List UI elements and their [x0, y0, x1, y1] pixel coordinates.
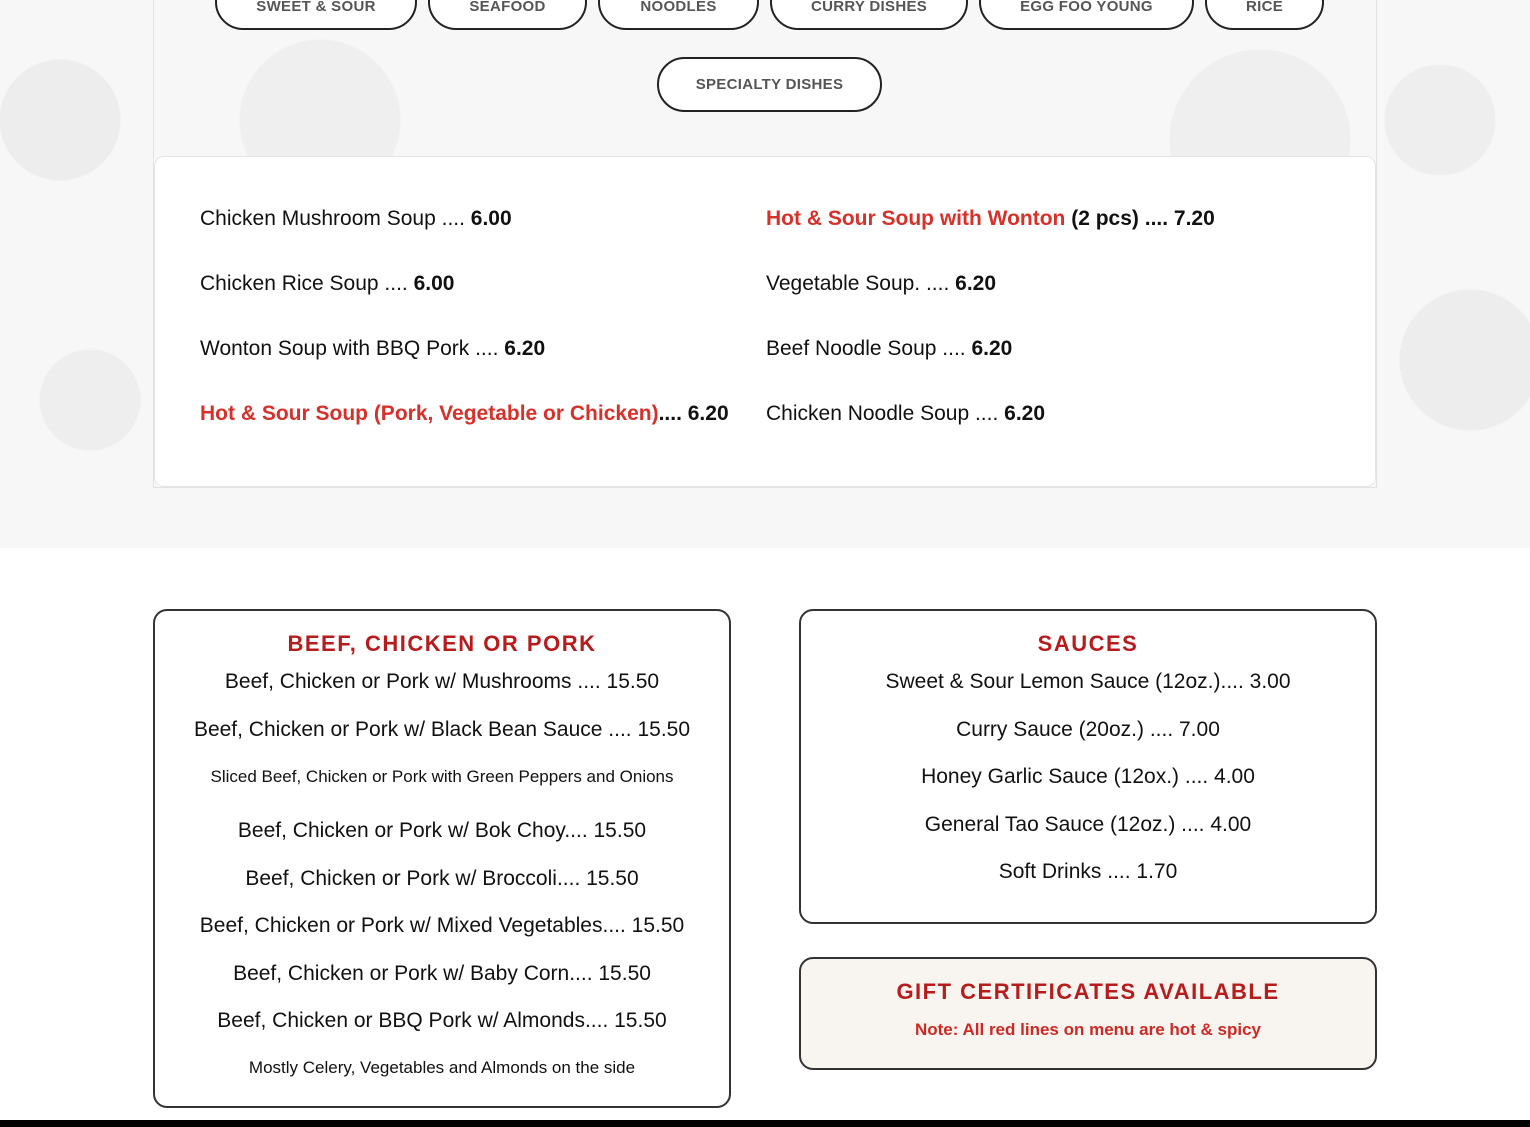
soup-name: Beef Noodle Soup .... — [766, 337, 972, 360]
menu-item: Beef, Chicken or Pork w/ Baby Corn.... 15.50 — [233, 962, 651, 985]
soup-price: 6.00 — [470, 207, 512, 230]
menu-item: Soft Drinks .... 1.70 — [998, 860, 1178, 883]
menu-item: Sweet & Sour Lemon Sauce (12oz.).... 3.00 — [885, 670, 1291, 693]
tab-egg-foo-young[interactable]: EGG FOO YOUNG — [979, 0, 1194, 30]
tab-curry-dishes[interactable]: CURRY DISHES — [770, 0, 968, 30]
menu-item: Honey Garlic Sauce (12ox.) .... 4.00 — [921, 765, 1255, 788]
soups-panel — [154, 156, 1376, 487]
tab-seafood[interactable]: SEAFOOD — [428, 0, 587, 30]
menu-item-note: Mostly Celery, Vegetables and Almonds on the side — [248, 1058, 636, 1077]
menu-item: Curry Sauce (20oz.) .... 7.00 — [956, 718, 1220, 741]
spicy-note: Note: All red lines on menu are hot & spicy — [914, 1020, 1262, 1039]
soup-item — [766, 272, 996, 296]
soup-item — [766, 337, 1012, 361]
menu-item: Beef, Chicken or Pork w/ Broccoli.... 15.50 — [245, 867, 639, 890]
section-title: BEEF, CHICKEN OR PORK — [287, 631, 597, 656]
soup-price: 6.20 — [971, 337, 1013, 360]
tab-rice[interactable]: RICE — [1205, 0, 1324, 30]
soup-name-hot: Hot & Sour Soup (Pork, Vegetable or Chicken) — [200, 402, 659, 425]
gift-title: GIFT CERTIFICATES AVAILABLE — [896, 979, 1280, 1004]
soup-item-hot — [766, 207, 1215, 231]
tab-sweet-sour[interactable]: SWEET & SOUR — [215, 0, 417, 30]
soup-name: Vegetable Soup. .... — [766, 272, 956, 295]
soup-price: 6.00 — [413, 272, 455, 295]
soup-price: (2 pcs) .... 7.20 — [1065, 207, 1215, 230]
soup-price: .... 6.20 — [658, 402, 729, 425]
soup-name: Chicken Noodle Soup .... — [766, 402, 1005, 425]
soup-price: 6.20 — [504, 337, 546, 360]
footer-bar — [0, 1120, 1530, 1127]
menu-item-note: Sliced Beef, Chicken or Pork with Green Peppers and Onions — [210, 767, 674, 786]
menu-item: Beef, Chicken or Pork w/ Black Bean Sauce .... 15.50 — [193, 718, 691, 741]
gift-certificates-box — [799, 957, 1377, 1070]
soup-item — [200, 272, 454, 296]
soup-price: 6.20 — [955, 272, 997, 295]
category-tabs — [0, 0, 1530, 30]
soup-name: Chicken Rice Soup .... — [200, 272, 414, 295]
soup-name: Chicken Mushroom Soup .... — [200, 207, 471, 230]
beef-chicken-pork-box — [153, 609, 731, 1108]
soup-item — [200, 337, 545, 361]
menu-item: Beef, Chicken or Pork w/ Mushrooms .... 15.50 — [224, 670, 660, 693]
menu-item: Beef, Chicken or BBQ Pork w/ Almonds.... 15.50 — [217, 1009, 667, 1032]
menu-item: General Tao Sauce (12oz.) .... 4.00 — [924, 813, 1252, 836]
menu-item: Beef, Chicken or Pork w/ Mixed Vegetables.... 15.50 — [199, 914, 685, 937]
tab-specialty-dishes[interactable]: SPECIALTY DISHES — [657, 57, 882, 112]
soup-item — [200, 207, 512, 231]
soup-price: 6.20 — [1004, 402, 1046, 425]
sauces-box — [799, 609, 1377, 924]
soup-item — [766, 402, 1045, 426]
tab-noodles[interactable]: NOODLES — [598, 0, 759, 30]
menu-item: Beef, Chicken or Pork w/ Bok Choy.... 15.50 — [237, 819, 647, 842]
section-title: SAUCES — [1037, 631, 1139, 656]
soup-item-hot — [200, 402, 729, 426]
soup-name-hot: Hot & Sour Soup with Wonton — [766, 207, 1066, 230]
soup-name: Wonton Soup with BBQ Pork .... — [200, 337, 505, 360]
